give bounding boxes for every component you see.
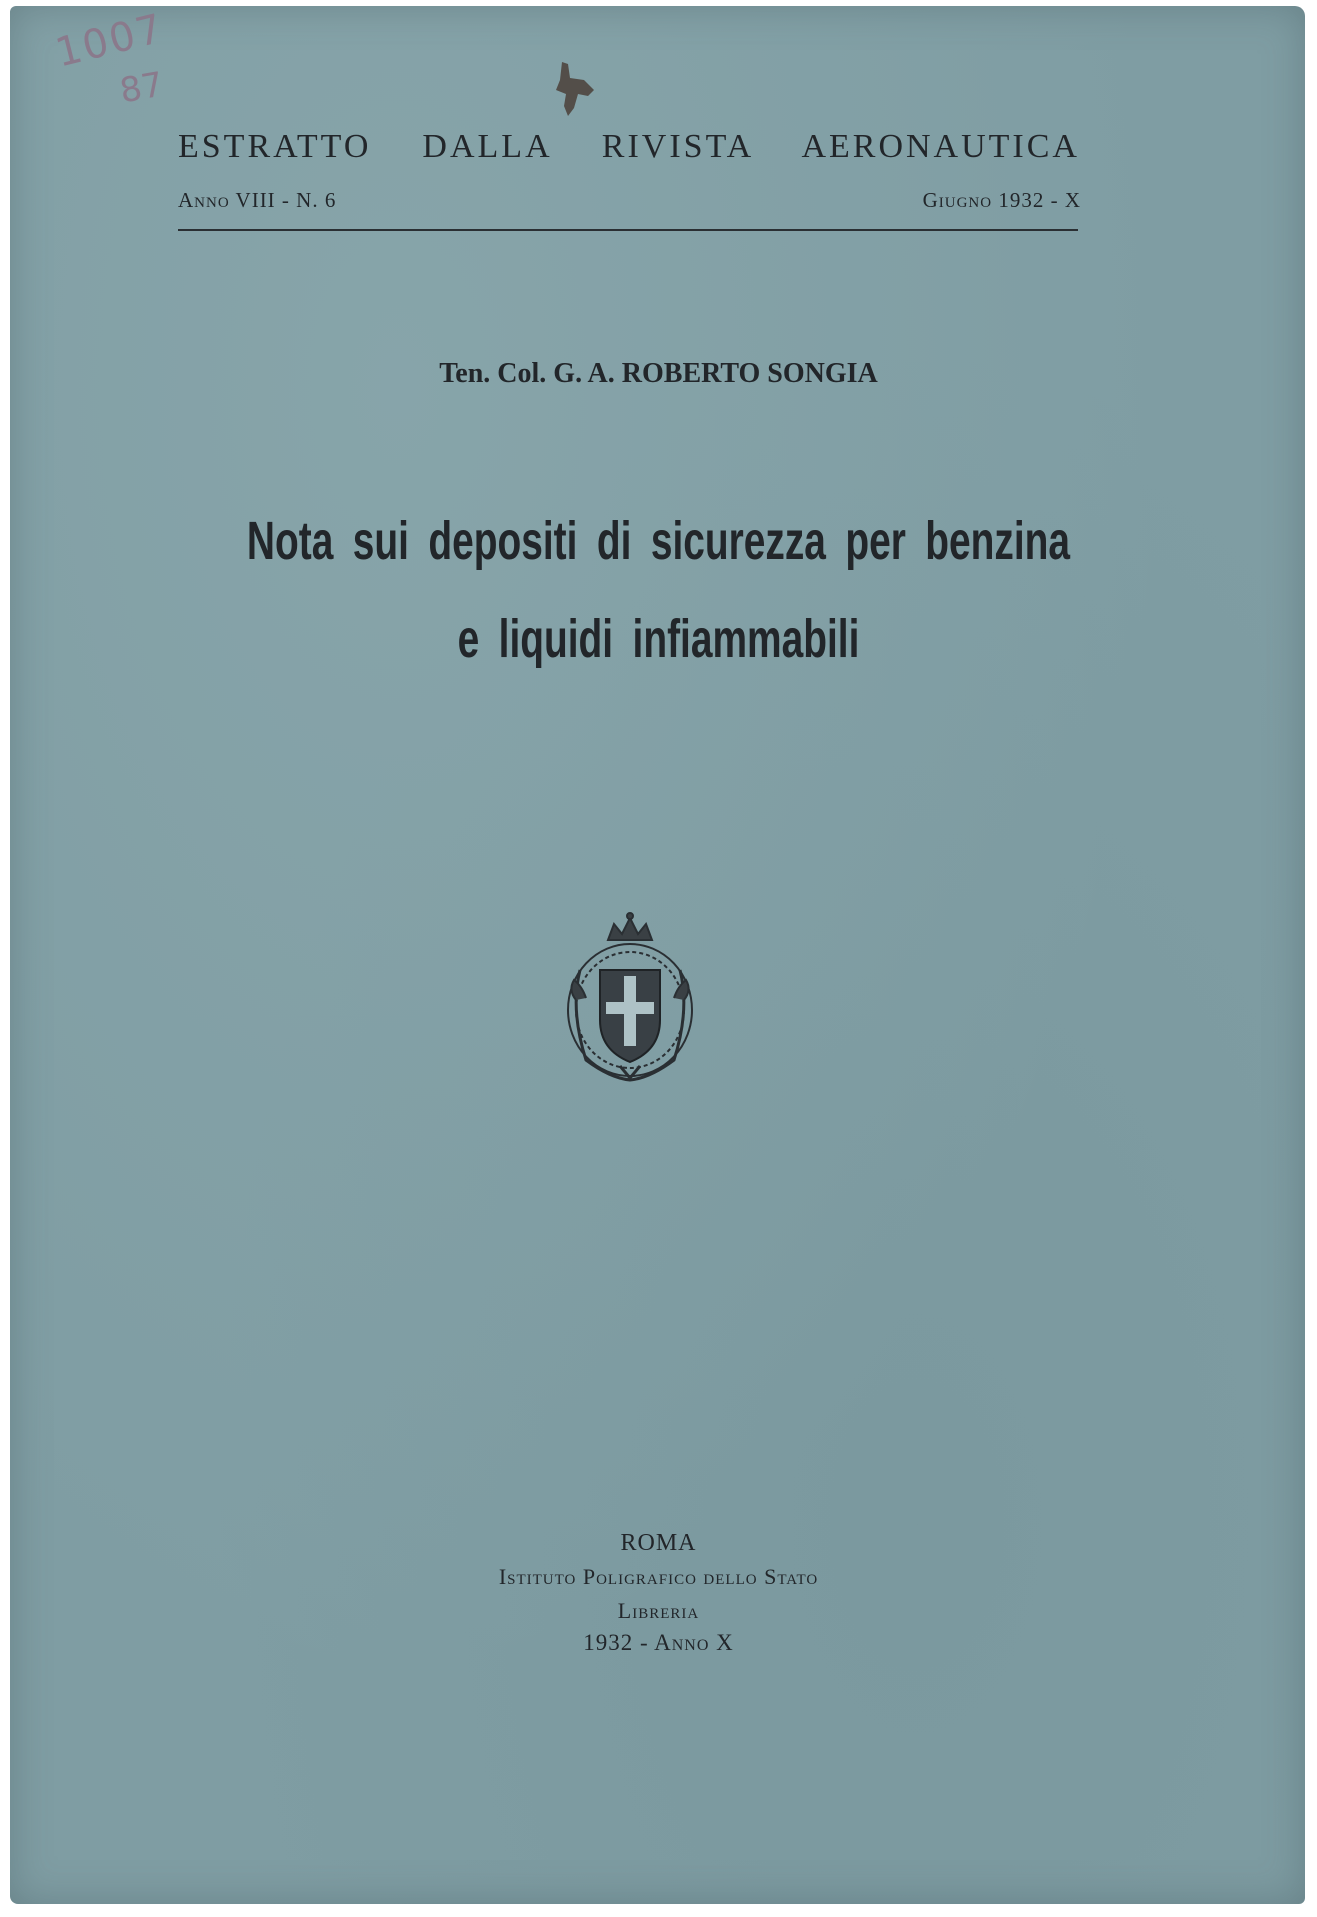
- issue-date: Giugno 1932 - X: [922, 188, 1081, 212]
- imprint-publisher: Istituto Poligrafico dello Stato: [498, 1564, 819, 1589]
- author-text: Ten. Col. G. A. ROBERTO SONGIA: [439, 358, 878, 389]
- imprint-year: 1932 - Anno X: [583, 1630, 734, 1655]
- journal-title: ESTRATTO DALLA RIVISTA AERONAUTICA: [178, 128, 1080, 165]
- header-divider: [178, 229, 1078, 231]
- stain-mark-icon: [548, 60, 600, 120]
- imprint-city: ROMA: [620, 1530, 697, 1556]
- issue-number: Anno VIII - N. 6: [178, 188, 337, 212]
- imprint-division: Libreria: [617, 1598, 700, 1623]
- handwritten-note-line1: 1007: [51, 5, 169, 77]
- coat-of-arms-icon: [560, 910, 700, 1082]
- author-name: [0, 358, 1317, 390]
- document-title-line1: Nota sui depositi di sicurezza per benzina: [246, 511, 1071, 571]
- handwritten-note-line2: 87: [116, 64, 167, 112]
- document-title-line2: e liquidi infiammabili: [457, 609, 860, 669]
